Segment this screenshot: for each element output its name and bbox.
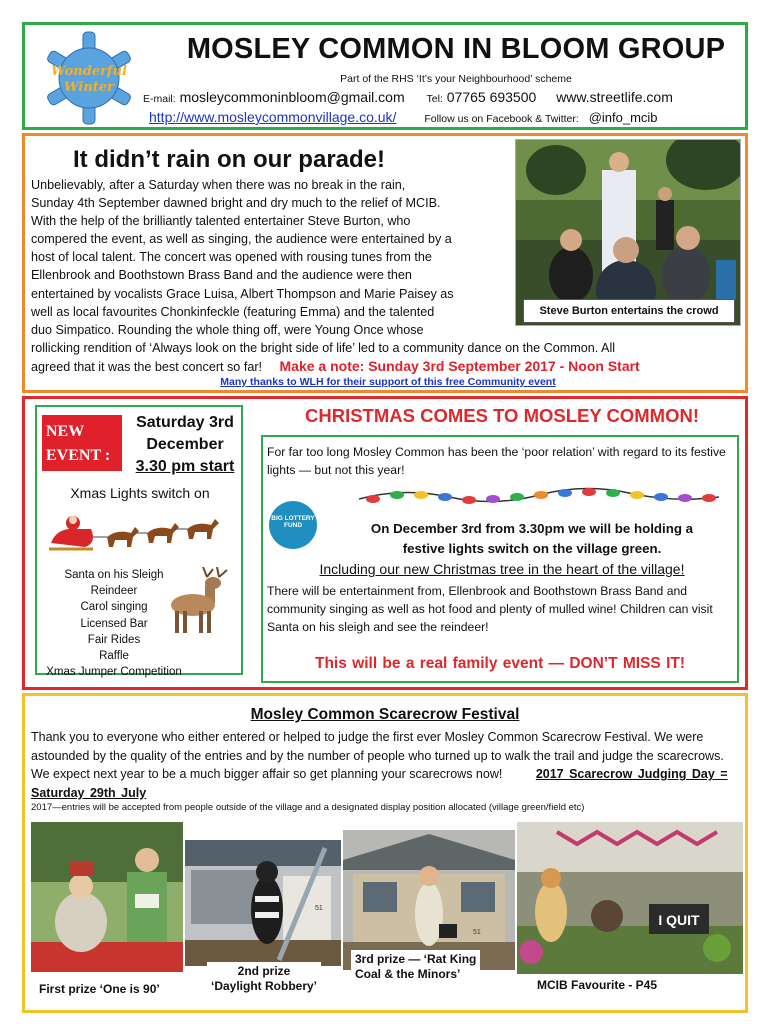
third-prize-caption (351, 950, 480, 984)
list-item: Raffle (99, 650, 129, 663)
streetlife-link[interactable]: www.streetlife.com (556, 89, 673, 105)
scarecrow-heading: Mosley Common Scarecrow Festival (250, 706, 520, 723)
email-label: E-mail: (143, 93, 176, 105)
page-title: MOSLEY COMMON IN BLOOM GROUP (186, 33, 726, 65)
santa-sleigh-icon (47, 507, 227, 555)
third-prize-art (343, 830, 515, 970)
first-prize-photo (31, 822, 183, 972)
caption-line: 2nd prize (237, 964, 291, 978)
parade-closing: agreed that it was the best concert so far! (31, 359, 263, 374)
announcement-line: On December 3rd from 3.30pm we will be holding a (370, 521, 694, 536)
scarecrow-note: 2017—entries will be accepted from people outside of the village and a designated display position allocated (village green/field etc) (31, 802, 585, 813)
concert-photo-caption: Steve Burton entertains the crowd (523, 299, 735, 323)
list-item: Santa on his Sleigh (64, 569, 164, 581)
parade-line: Ellenbrook and Boothstown Brass Band and the audience were then (31, 268, 412, 283)
badge-line: EVENT : (46, 447, 111, 464)
website-link[interactable]: http://www.mosleycommonvillage.co.uk/ (149, 109, 397, 125)
parade-body (31, 176, 741, 376)
header-box (22, 22, 748, 130)
i-quit-sign: I QUIT (658, 912, 700, 928)
christmas-lights-icon (359, 483, 719, 513)
parade-heading: It didn’t rain on our parade! (73, 146, 385, 173)
switch-on-announcement (327, 519, 737, 559)
mcib-favourite-art (517, 822, 743, 974)
snowflake-logo (33, 29, 145, 127)
scarecrow-text: Thank you to everyone who either entered or helped to judge the first ever Mosley Common Scarecrow Festival. We were astounded by the quality of the entries and by the number of people who turned up to walk the trail and judge the scarecrows. We expect next year to be a much bigger affair so get planning your scarecrows now! (31, 730, 724, 782)
christmas-intro: For far too long Mosley Common has been the ‘poor relation’ with regard to its festive lights — but not this year! (267, 445, 726, 477)
parade-line: entertained by vocalists Grace Luisa, Albert Thompson and Marie Paisey as (31, 286, 454, 301)
christmas-section (22, 396, 748, 690)
first-prize-caption: First prize ‘One is 90’ (35, 980, 164, 999)
twitter-handle[interactable]: @info_mcib (588, 110, 658, 125)
judging-day: 2017 Scarecrow Judging Day = Saturday 29th July (31, 767, 728, 800)
announcement-line: festive lights switch on the village green. (402, 541, 662, 556)
second-prize-art (185, 840, 341, 966)
save-date-note: Make a note: Sunday 3rd September 2017 - Noon Start (279, 357, 640, 374)
parade-line: Unbelievably, after a Saturday when there was no break in the rain, (31, 178, 406, 192)
list-item: Fair Rides (87, 633, 141, 646)
list-item: Licensed Bar (80, 617, 148, 630)
parade-line: With the help of the brilliantly talented entertainer Steve Burton, who (31, 214, 411, 229)
mcib-favourite-photo (517, 822, 743, 974)
parade-line: rollicking rendition of ‘Always look on the bright side of life’ led to a community dance on the Common. All (31, 340, 616, 355)
first-prize-art (31, 822, 183, 972)
reindeer-icon (167, 567, 237, 637)
list-item: Carol singing (80, 601, 148, 614)
big-lottery-fund-logo: BIG LOTTERY FUND (269, 501, 317, 549)
scarecrow-section (22, 693, 748, 1013)
tel-number: 07765 693500 (446, 89, 537, 105)
house-number: 51 (473, 929, 481, 936)
logo-text-1: Wonderful (51, 64, 127, 79)
social-label: Follow us on Facebook & Twitter: (424, 113, 579, 125)
christmas-body: There will be entertainment from, Ellenbrook and Boothstown Brass Band and community singing as well as hot food and plenty of mulled wine! Children can visit Santa on his sleigh and see the reindeer! (267, 584, 713, 634)
christmas-heading: CHRISTMAS COMES TO MOSLEY COMMON! (305, 405, 699, 426)
caption-line: Coal & the Minors’ (355, 967, 461, 981)
event-switch-on: Xmas Lights switch on (70, 485, 210, 501)
event-time: 3.30 pm start (135, 458, 235, 475)
parade-section (22, 133, 748, 393)
mcib-favourite-caption: MCIB Favourite - P45 (533, 976, 661, 995)
sponsor-thanks: Many thanks to WLH for their support of this free Community event (220, 376, 556, 388)
email-address[interactable]: mosleycommoninbloom@gmail.com (179, 89, 405, 105)
badge-line: NEW (46, 423, 85, 440)
event-info-box (35, 405, 243, 679)
parade-line: host of local talent. The concert was opened with rousing tunes from the (31, 250, 432, 265)
parade-line: well as local favourites Chonkinfeckle (featuring Emma) and the talented (31, 304, 435, 319)
parade-line: Sunday 4th September dawned bright and dry much to the relief of MCIB. (31, 196, 441, 211)
tel-label: Tel: (426, 93, 443, 105)
event-day: Saturday 3rd (136, 414, 234, 431)
parade-line: duo Simpatico. Rounding the whole thing off, were Young Once whose (31, 322, 424, 337)
christmas-call-to-action: This will be a real family event — DON’T MISS IT! (314, 655, 686, 672)
tree-text-end: ! (680, 561, 685, 577)
caption-line: 3rd prize — ‘Rat King (355, 952, 477, 966)
list-item: Xmas Jumper Competition (46, 666, 182, 679)
parade-last-line (31, 357, 741, 376)
new-event-badge (42, 415, 122, 471)
contact-line (143, 89, 673, 105)
third-prize-photo (343, 830, 515, 970)
caption-line: ‘Daylight Robbery’ (211, 979, 318, 993)
christmas-tree-line (267, 561, 737, 577)
second-prize-photo (185, 840, 341, 966)
scarecrow-body (31, 728, 743, 802)
event-month: December (146, 436, 224, 453)
christmas-details-box (261, 435, 739, 683)
second-prize-caption (207, 962, 321, 996)
page-subtitle: Part of the RHS ‘It’s your Neighbourhood’ scheme (340, 73, 572, 85)
web-line (149, 109, 658, 125)
logo-text-2: Winter (64, 80, 114, 95)
list-item: Reindeer (90, 585, 138, 598)
tree-text: Including our new Christmas tree in the heart of the village (319, 561, 681, 577)
event-date (129, 412, 241, 478)
house-number-2: 51 (315, 905, 323, 912)
parade-line: compered the event, as well as singing, the audience were entertained by a (31, 232, 452, 247)
